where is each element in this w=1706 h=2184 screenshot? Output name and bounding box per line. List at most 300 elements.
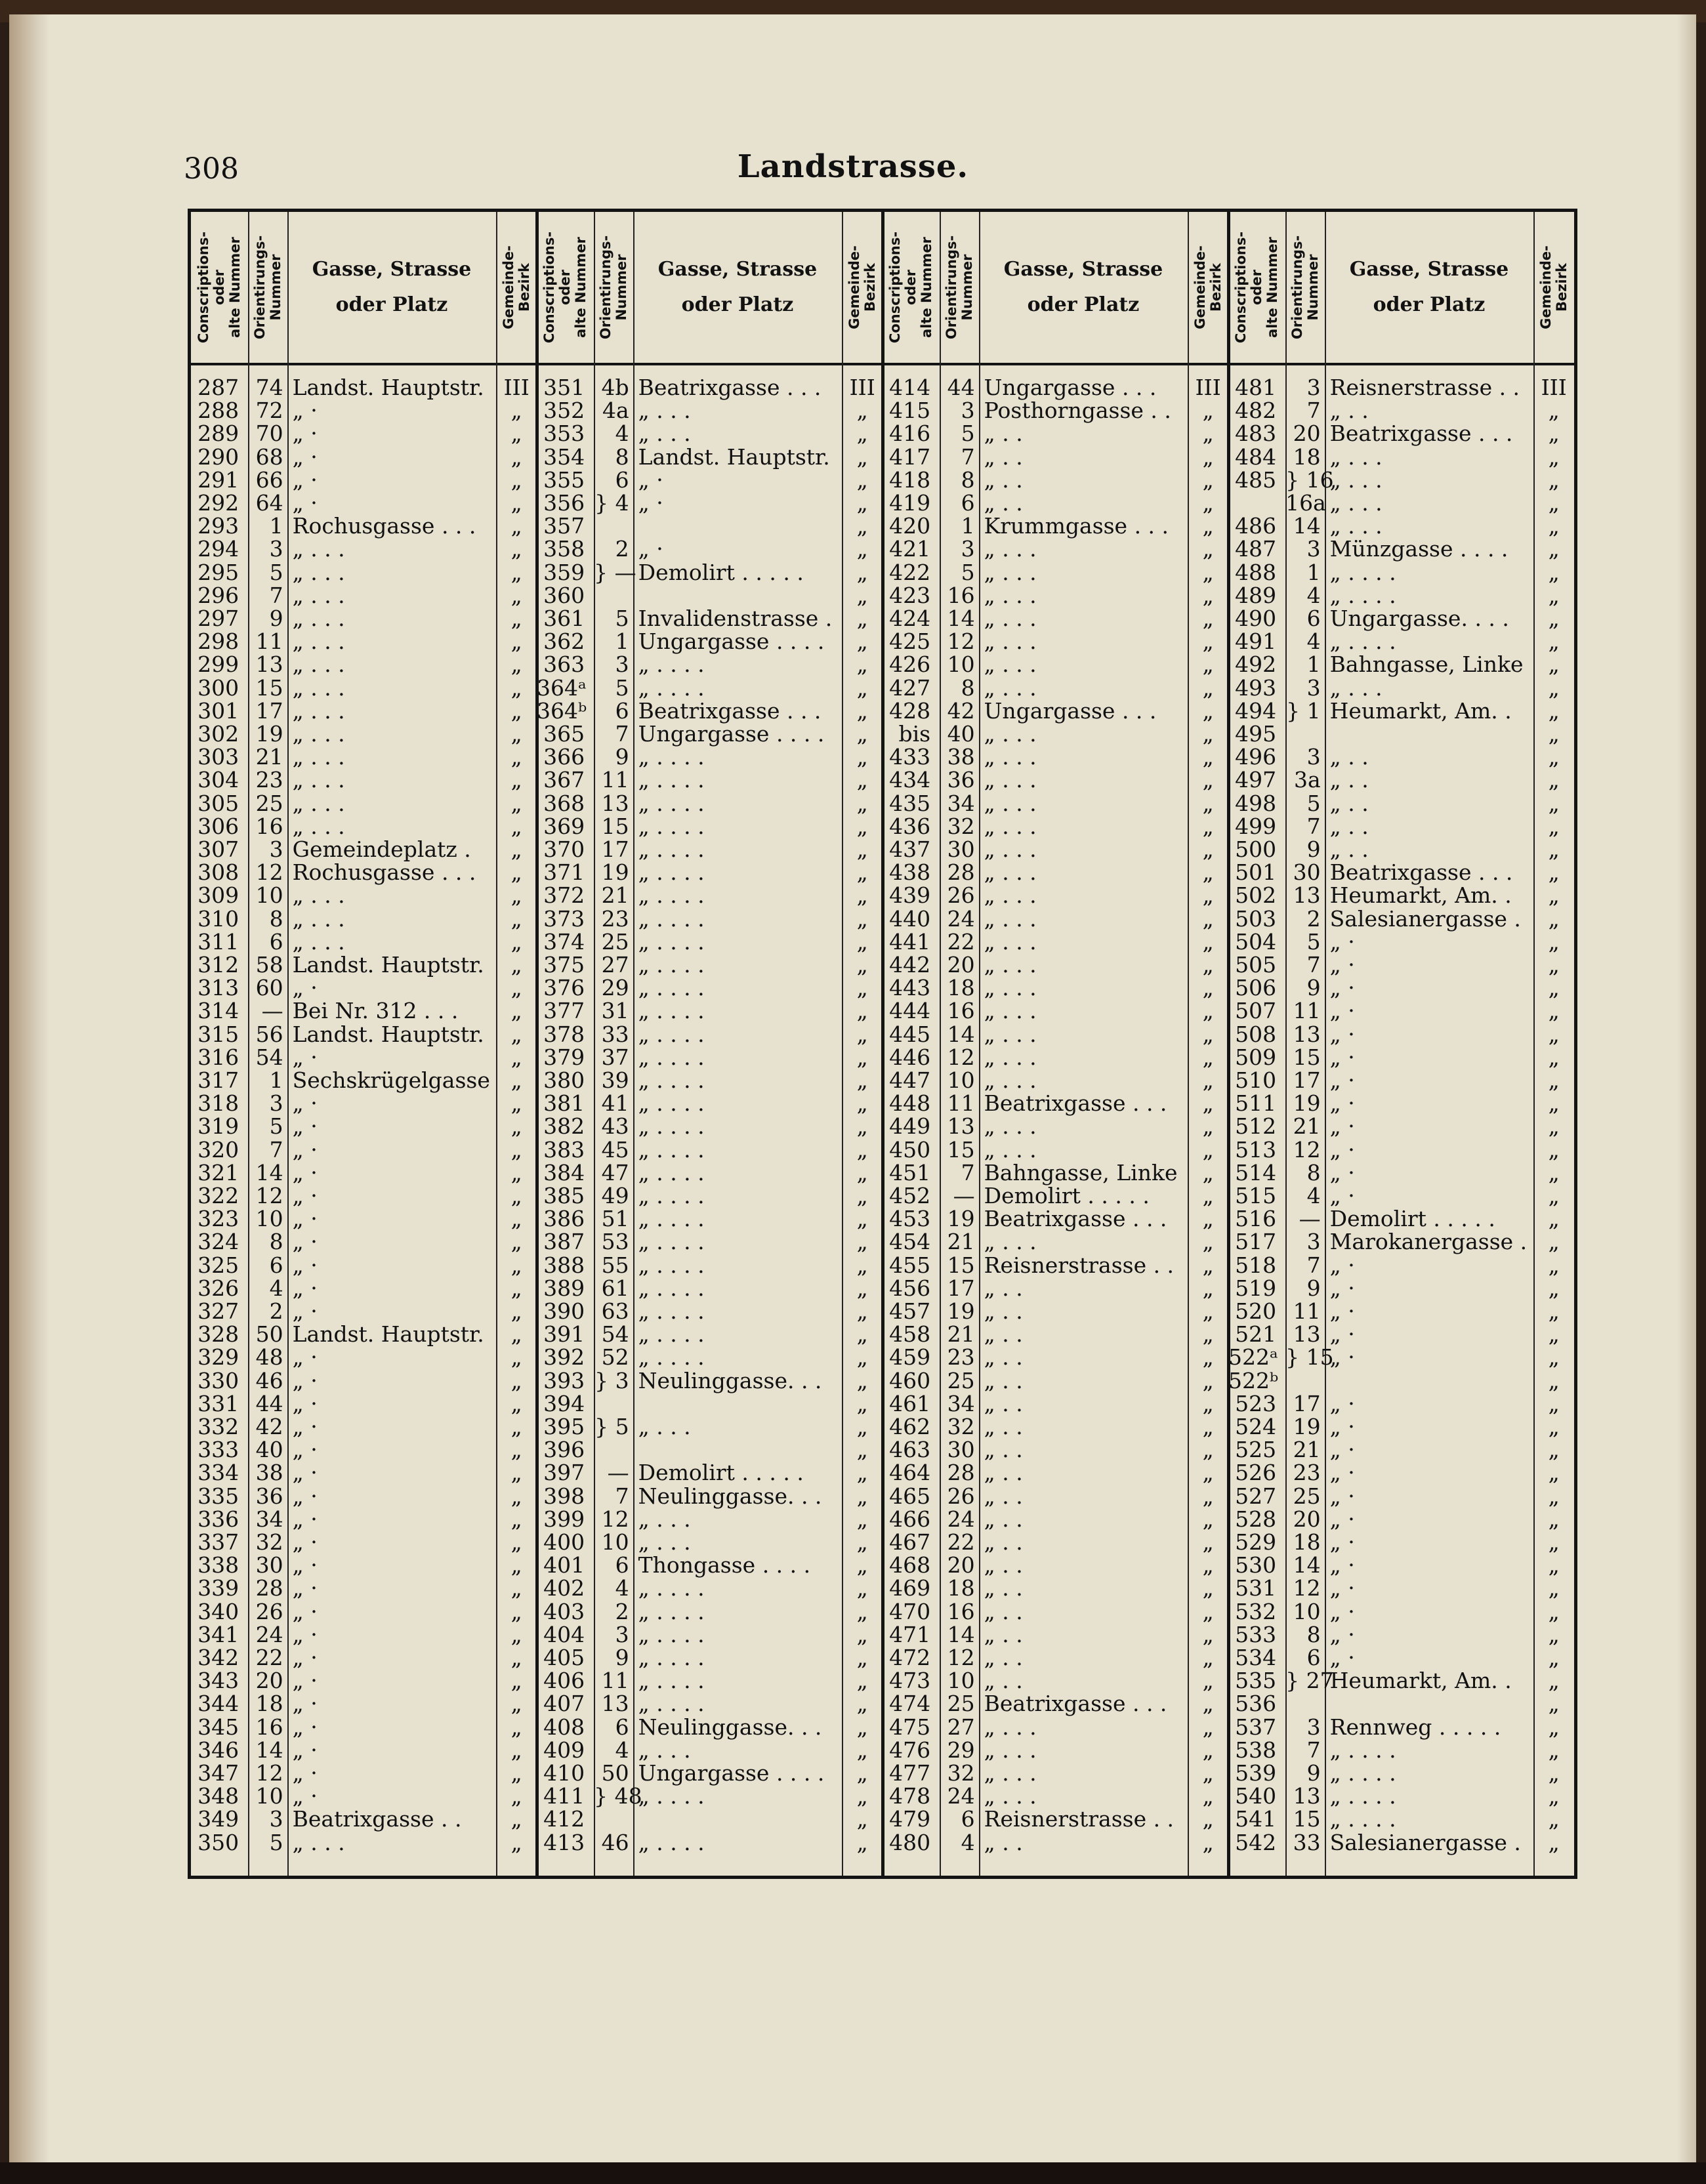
street-name: „ . . . [984, 1760, 1037, 1786]
street-name: „ . . . [984, 1136, 1037, 1163]
conscription-number: 521 [1235, 1321, 1277, 1348]
district: „ [856, 928, 868, 955]
street-name: „ · [292, 1668, 318, 1694]
street-name: Heumarkt, Am. . [1329, 697, 1512, 724]
street-name: „ . . . [292, 790, 345, 816]
street-name: „ . . . [638, 1737, 691, 1763]
table-row [191, 1508, 537, 1531]
table-row [537, 1254, 883, 1277]
district: „ [1202, 1136, 1214, 1163]
district: „ [510, 628, 522, 655]
table-row [1228, 1762, 1574, 1784]
street-name: „ . . . . [638, 1829, 705, 1855]
table-row [191, 537, 537, 560]
table-row [883, 491, 1228, 514]
street-name: „ . . . [292, 536, 345, 562]
district: „ [510, 1783, 522, 1809]
conscription-number: 341 [198, 1621, 239, 1647]
orientation-number: 6 [961, 1806, 975, 1832]
district: III [1541, 375, 1567, 400]
orientation-number: 19 [1293, 1414, 1321, 1439]
conscription-number: 491 [1235, 628, 1277, 655]
conscription-number: 541 [1235, 1806, 1277, 1832]
orientation-number: 7 [615, 721, 629, 747]
table-row [883, 699, 1228, 722]
street-name: Neulinggasse. . . [638, 1367, 822, 1393]
district: „ [1548, 1252, 1560, 1278]
orientation-number: 2 [615, 1598, 629, 1624]
conscription-number: 313 [198, 975, 239, 1001]
conscription-number: bis [898, 721, 931, 747]
orientation-number: 40 [947, 721, 975, 747]
table-row [1228, 422, 1574, 445]
conscription-number: 393 [543, 1367, 585, 1393]
conscription-number: 520 [1235, 1298, 1277, 1324]
street-name: Bahngasse, Linke [984, 1159, 1178, 1185]
conscription-number: 358 [543, 536, 585, 562]
table-row [537, 376, 883, 399]
district: „ [856, 1668, 868, 1694]
district: „ [1202, 466, 1214, 493]
district: „ [1202, 443, 1214, 470]
district: „ [510, 1668, 522, 1694]
conscription-number: 334 [198, 1460, 239, 1486]
table-row [883, 399, 1228, 422]
conscription-number: 464 [889, 1460, 931, 1486]
column-header-consc [537, 212, 594, 363]
district: „ [1202, 1460, 1214, 1486]
district: „ [1548, 859, 1560, 886]
street-name: Ungargasse. . . . [1329, 606, 1509, 631]
district: „ [1548, 536, 1560, 562]
district: „ [1548, 767, 1560, 793]
conscription-number: 537 [1235, 1714, 1277, 1740]
table-row [1228, 376, 1574, 399]
table-row [191, 676, 537, 699]
conscription-number: 308 [198, 859, 239, 886]
orientation-number: 8 [269, 905, 283, 932]
column-header-gasse [1325, 212, 1534, 363]
table-row [1228, 561, 1574, 584]
street-name: „ · [1329, 1390, 1355, 1416]
orientation-number: 33 [1293, 1829, 1321, 1855]
orientation-number: 3 [1306, 1229, 1321, 1255]
district: „ [1202, 490, 1214, 516]
orientation-number: 10 [255, 1206, 283, 1232]
column-header-bezirk [1533, 212, 1574, 363]
orientation-number: 19 [601, 859, 629, 886]
orientation-number: 29 [947, 1737, 975, 1763]
column-header-text: Conscriptions- oder alte Nummer [1233, 231, 1281, 344]
district: „ [1548, 1414, 1560, 1439]
table-row [1228, 699, 1574, 722]
district: „ [1202, 1113, 1214, 1140]
table-row [537, 1531, 883, 1554]
table-row [537, 537, 883, 560]
orientation-number: 3 [615, 651, 629, 678]
conscription-number: 488 [1235, 559, 1277, 585]
conscription-number: 487 [1235, 536, 1277, 562]
street-name: „ · [1329, 1529, 1355, 1555]
district: „ [856, 1367, 868, 1393]
street-name: „ · [292, 398, 318, 424]
table-row [191, 376, 537, 399]
table-row [1228, 468, 1574, 491]
street-name: „ . . [1329, 767, 1369, 793]
orientation-number: 9 [1306, 1760, 1321, 1786]
orientation-number: 8 [615, 443, 629, 470]
street-name: „ · [292, 490, 318, 516]
table-row [1228, 1184, 1574, 1207]
conscription-number: 479 [889, 1806, 931, 1832]
conscription-number: 371 [543, 859, 585, 886]
street-name: „ . . [1329, 398, 1369, 424]
orientation-number: 3 [615, 1621, 629, 1647]
table-row [883, 1461, 1228, 1484]
orientation-number: 38 [947, 744, 975, 770]
conscription-number: 519 [1235, 1275, 1277, 1301]
district: „ [1202, 790, 1214, 816]
district: „ [1202, 1275, 1214, 1301]
table-row [191, 1739, 537, 1762]
orientation-number: 20 [1293, 1506, 1321, 1532]
district: „ [856, 1506, 868, 1532]
street-name: Neulinggasse. . . [638, 1714, 822, 1740]
conscription-number: 500 [1235, 836, 1277, 862]
orientation-number: } 3 [594, 1367, 629, 1393]
table-row [883, 445, 1228, 468]
table-row [191, 422, 537, 445]
table-row [883, 1069, 1228, 1092]
orientation-number: 4 [615, 1575, 629, 1601]
orientation-number: 32 [947, 1760, 975, 1786]
conscription-number: 288 [198, 398, 239, 424]
district: „ [510, 1552, 522, 1578]
street-name: „ . . . . [1329, 628, 1396, 655]
district: „ [856, 767, 868, 793]
street-name: „ . . . [984, 1714, 1037, 1740]
conscription-number: 471 [889, 1621, 931, 1647]
table-row [1228, 491, 1574, 514]
street-name: Beatrixgasse . . [292, 1806, 462, 1832]
district: „ [856, 651, 868, 678]
street-name: Rochusgasse . . . [292, 513, 476, 539]
street-name: „ . . . [984, 1737, 1037, 1763]
street-name: „ . . [984, 1390, 1023, 1416]
table-row [883, 815, 1228, 838]
district: „ [510, 1067, 522, 1093]
district: „ [1202, 998, 1214, 1024]
table-row [191, 745, 537, 768]
district: „ [856, 1783, 868, 1809]
street-name: „ . . . [984, 1067, 1037, 1093]
conscription-number: 447 [889, 1067, 931, 1093]
table-row [537, 1092, 883, 1115]
column-header-consc [883, 212, 940, 363]
conscription-number: 395 [543, 1414, 585, 1439]
conscription-number: 518 [1235, 1252, 1277, 1278]
district: „ [1202, 421, 1214, 447]
street-name: „ . . . [984, 859, 1037, 886]
table-row [1228, 838, 1574, 861]
orientation-number: 20 [1293, 421, 1321, 447]
conscription-number: 525 [1235, 1437, 1277, 1463]
orientation-number: 16a [1285, 490, 1326, 516]
district: „ [1548, 1183, 1560, 1208]
conscription-number: 448 [889, 1090, 931, 1117]
conscription-number: 355 [543, 466, 585, 493]
table-row [883, 1438, 1228, 1461]
orientation-number: 14 [255, 1159, 283, 1185]
district: „ [510, 1806, 522, 1832]
table-row [883, 930, 1228, 953]
table-row [1228, 1230, 1574, 1253]
district: „ [1202, 582, 1214, 608]
orientation-number: 12 [947, 1044, 975, 1070]
street-name: Beatrixgasse . . . [984, 1691, 1167, 1717]
table-row [1228, 445, 1574, 468]
street-name: „ · [292, 1390, 318, 1416]
column-header-text: Gemeinde- Bezirk [1538, 245, 1570, 329]
district: „ [856, 1437, 868, 1463]
orientation-number: 4a [602, 398, 629, 424]
table-row [191, 1784, 537, 1807]
table-row [1228, 1300, 1574, 1323]
street-name: „ . . . [984, 744, 1037, 770]
street-name: „ . . . [292, 606, 345, 631]
street-name: „ . . . [638, 398, 691, 424]
street-name: „ . . [984, 421, 1023, 447]
district: „ [1202, 1229, 1214, 1255]
street-name: „ · [292, 1206, 318, 1232]
district: „ [856, 1090, 868, 1117]
conscription-number: 418 [889, 466, 931, 493]
conscription-number: 516 [1235, 1206, 1277, 1232]
conscription-number: 291 [198, 466, 239, 493]
table-row [1228, 1369, 1574, 1392]
orientation-number: 33 [601, 1021, 629, 1047]
orientation-number: 44 [947, 375, 975, 400]
conscription-number: 363 [543, 651, 585, 678]
table-row [883, 768, 1228, 791]
orientation-number: 22 [947, 928, 975, 955]
street-name: „ · [292, 443, 318, 470]
orientation-number: 12 [947, 1645, 975, 1670]
conscription-number: 297 [198, 606, 239, 631]
table-row [1228, 1807, 1574, 1830]
orientation-number: 4b [601, 375, 629, 400]
street-name: „ . . . [292, 767, 345, 793]
district: „ [510, 1183, 522, 1208]
orientation-number: 11 [255, 628, 283, 655]
street-name: „ . . [984, 1344, 1023, 1370]
street-name [638, 584, 841, 607]
street-name: Salesianergasse . [1329, 1829, 1521, 1855]
district: „ [1548, 998, 1560, 1024]
table-row [1228, 1485, 1574, 1508]
conscription-number: 508 [1235, 1021, 1277, 1047]
conscription-number: 415 [889, 398, 931, 424]
orientation-number: 70 [255, 421, 283, 447]
district: „ [1202, 697, 1214, 724]
district: „ [856, 1714, 868, 1740]
district: „ [1548, 1760, 1560, 1786]
conscription-number: 296 [198, 582, 239, 608]
district: „ [1548, 1113, 1560, 1140]
district: „ [510, 606, 522, 631]
conscription-number: 370 [543, 836, 585, 862]
orientation-number: 28 [947, 1460, 975, 1486]
conscription-number: 381 [543, 1090, 585, 1117]
conscription-number: 299 [198, 651, 239, 678]
conscription-number: 505 [1235, 952, 1277, 978]
district: „ [1548, 606, 1560, 631]
district: „ [1548, 1552, 1560, 1578]
orientation-number: } 15 [1285, 1344, 1334, 1370]
orientation-number: 66 [255, 466, 283, 493]
orientation-number: 43 [601, 1113, 629, 1140]
district: „ [510, 1506, 522, 1532]
conscription-number: 389 [543, 1275, 585, 1301]
table-row [1228, 930, 1574, 953]
street-name: „ . . . [984, 606, 1037, 631]
street-name: Reisnerstrasse . . [984, 1806, 1175, 1832]
conscription-number: 317 [198, 1067, 239, 1093]
district: „ [1202, 398, 1214, 424]
district: „ [856, 1321, 868, 1348]
orientation-number: 38 [255, 1460, 283, 1486]
conscription-number: 369 [543, 813, 585, 839]
conscription-number: 374 [543, 928, 585, 955]
conscription-number: 423 [889, 582, 931, 608]
column-header-text: Conscriptions- oder alte Nummer [887, 231, 935, 344]
orientation-number: 53 [601, 1229, 629, 1255]
column-header-bezirk [496, 212, 537, 363]
conscription-number: 400 [543, 1529, 585, 1555]
street-name [638, 1438, 841, 1461]
district: „ [510, 490, 522, 516]
conscription-number: 385 [543, 1183, 585, 1208]
orientation-number: 10 [601, 1529, 629, 1555]
street-name: „ . . . [984, 721, 1037, 747]
orientation-number: 7 [961, 443, 975, 470]
district: „ [856, 674, 868, 701]
conscription-number: 470 [889, 1598, 931, 1624]
conscription-number: 305 [198, 790, 239, 816]
orientation-number: 14 [947, 1021, 975, 1047]
conscription-number: 412 [543, 1806, 585, 1832]
district: „ [510, 1321, 522, 1348]
orientation-number: 10 [947, 1668, 975, 1694]
district: „ [510, 1136, 522, 1163]
conscription-number: 530 [1235, 1552, 1277, 1578]
conscription-number: 390 [543, 1298, 585, 1324]
table-row [537, 491, 883, 514]
table-row [537, 676, 883, 699]
table-row [1228, 722, 1574, 745]
district: „ [856, 398, 868, 424]
street-name: „ · [292, 466, 318, 493]
orientation-number: 23 [947, 1344, 975, 1370]
column-header-text: Gasse, Strasse oder Platz [312, 258, 472, 316]
district: „ [1202, 606, 1214, 631]
orientation-number: } 48 [594, 1783, 642, 1809]
street-name: „ . . . . [1329, 1783, 1396, 1809]
street-name: Rochusgasse . . . [292, 859, 476, 886]
orientation-number: 16 [947, 998, 975, 1024]
district: „ [856, 1483, 868, 1509]
orientation-number: 9 [615, 1645, 629, 1670]
district: „ [1202, 1090, 1214, 1117]
table-row [883, 1254, 1228, 1277]
table-row [537, 399, 883, 422]
district: „ [1202, 1645, 1214, 1670]
orientation-number: 8 [961, 674, 975, 701]
street-name: Salesianergasse . [1329, 905, 1521, 932]
street-name: „ . . . . [638, 1344, 705, 1370]
street-name: „ . . . . [638, 1783, 705, 1809]
conscription-number: 367 [543, 767, 585, 793]
orientation-number: 19 [1293, 1090, 1321, 1117]
conscription-number: 522ᵇ [1228, 1367, 1279, 1393]
table-row [1228, 1646, 1574, 1669]
street-name: „ . . . [1329, 466, 1383, 493]
conscription-number: 391 [543, 1321, 585, 1348]
district: „ [510, 1021, 522, 1047]
orientation-number: 30 [947, 836, 975, 862]
district: „ [856, 697, 868, 724]
conscription-number: 287 [198, 375, 239, 400]
orientation-number: 8 [1306, 1621, 1321, 1647]
table-row [1228, 1207, 1574, 1230]
orientation-number: 12 [1293, 1575, 1321, 1601]
table-row [191, 1600, 537, 1623]
orientation-number: 5 [1306, 790, 1321, 816]
street-name: „ . . [984, 1668, 1023, 1694]
street-name: „ . . . . [638, 1159, 705, 1185]
conscription-number: 343 [198, 1668, 239, 1694]
street-name: „ · [1329, 1460, 1355, 1486]
conscription-number: 345 [198, 1714, 239, 1740]
conscription-number: 428 [889, 697, 931, 724]
conscription-number: 486 [1235, 513, 1277, 539]
street-name: „ · [292, 1414, 318, 1439]
street-name: „ . . . . [638, 1691, 705, 1717]
district: „ [1548, 1206, 1560, 1232]
street-name: „ . . . [292, 928, 345, 955]
conscription-number: 382 [543, 1113, 585, 1140]
street-name: „ . . [984, 1275, 1023, 1301]
table-row [1228, 1739, 1574, 1762]
table-row [1228, 1623, 1574, 1646]
street-name [1330, 1369, 1533, 1392]
street-name: Heumarkt, Am. . [1329, 882, 1512, 909]
district: „ [1548, 1136, 1560, 1163]
street-name: „ . . . . [638, 1598, 705, 1624]
table-row [537, 561, 883, 584]
orientation-number: 5 [269, 1113, 283, 1140]
street-name: „ . . [984, 1414, 1023, 1439]
column-header-bezirk [1188, 212, 1228, 363]
conscription-number: 330 [198, 1367, 239, 1393]
conscription-number: 404 [543, 1621, 585, 1647]
conscription-number: 360 [543, 582, 585, 608]
conscription-number: 410 [543, 1760, 585, 1786]
orientation-number: 6 [269, 928, 283, 955]
conscription-number: 497 [1235, 767, 1277, 793]
district: „ [1202, 1552, 1214, 1578]
table-row [537, 1161, 883, 1184]
